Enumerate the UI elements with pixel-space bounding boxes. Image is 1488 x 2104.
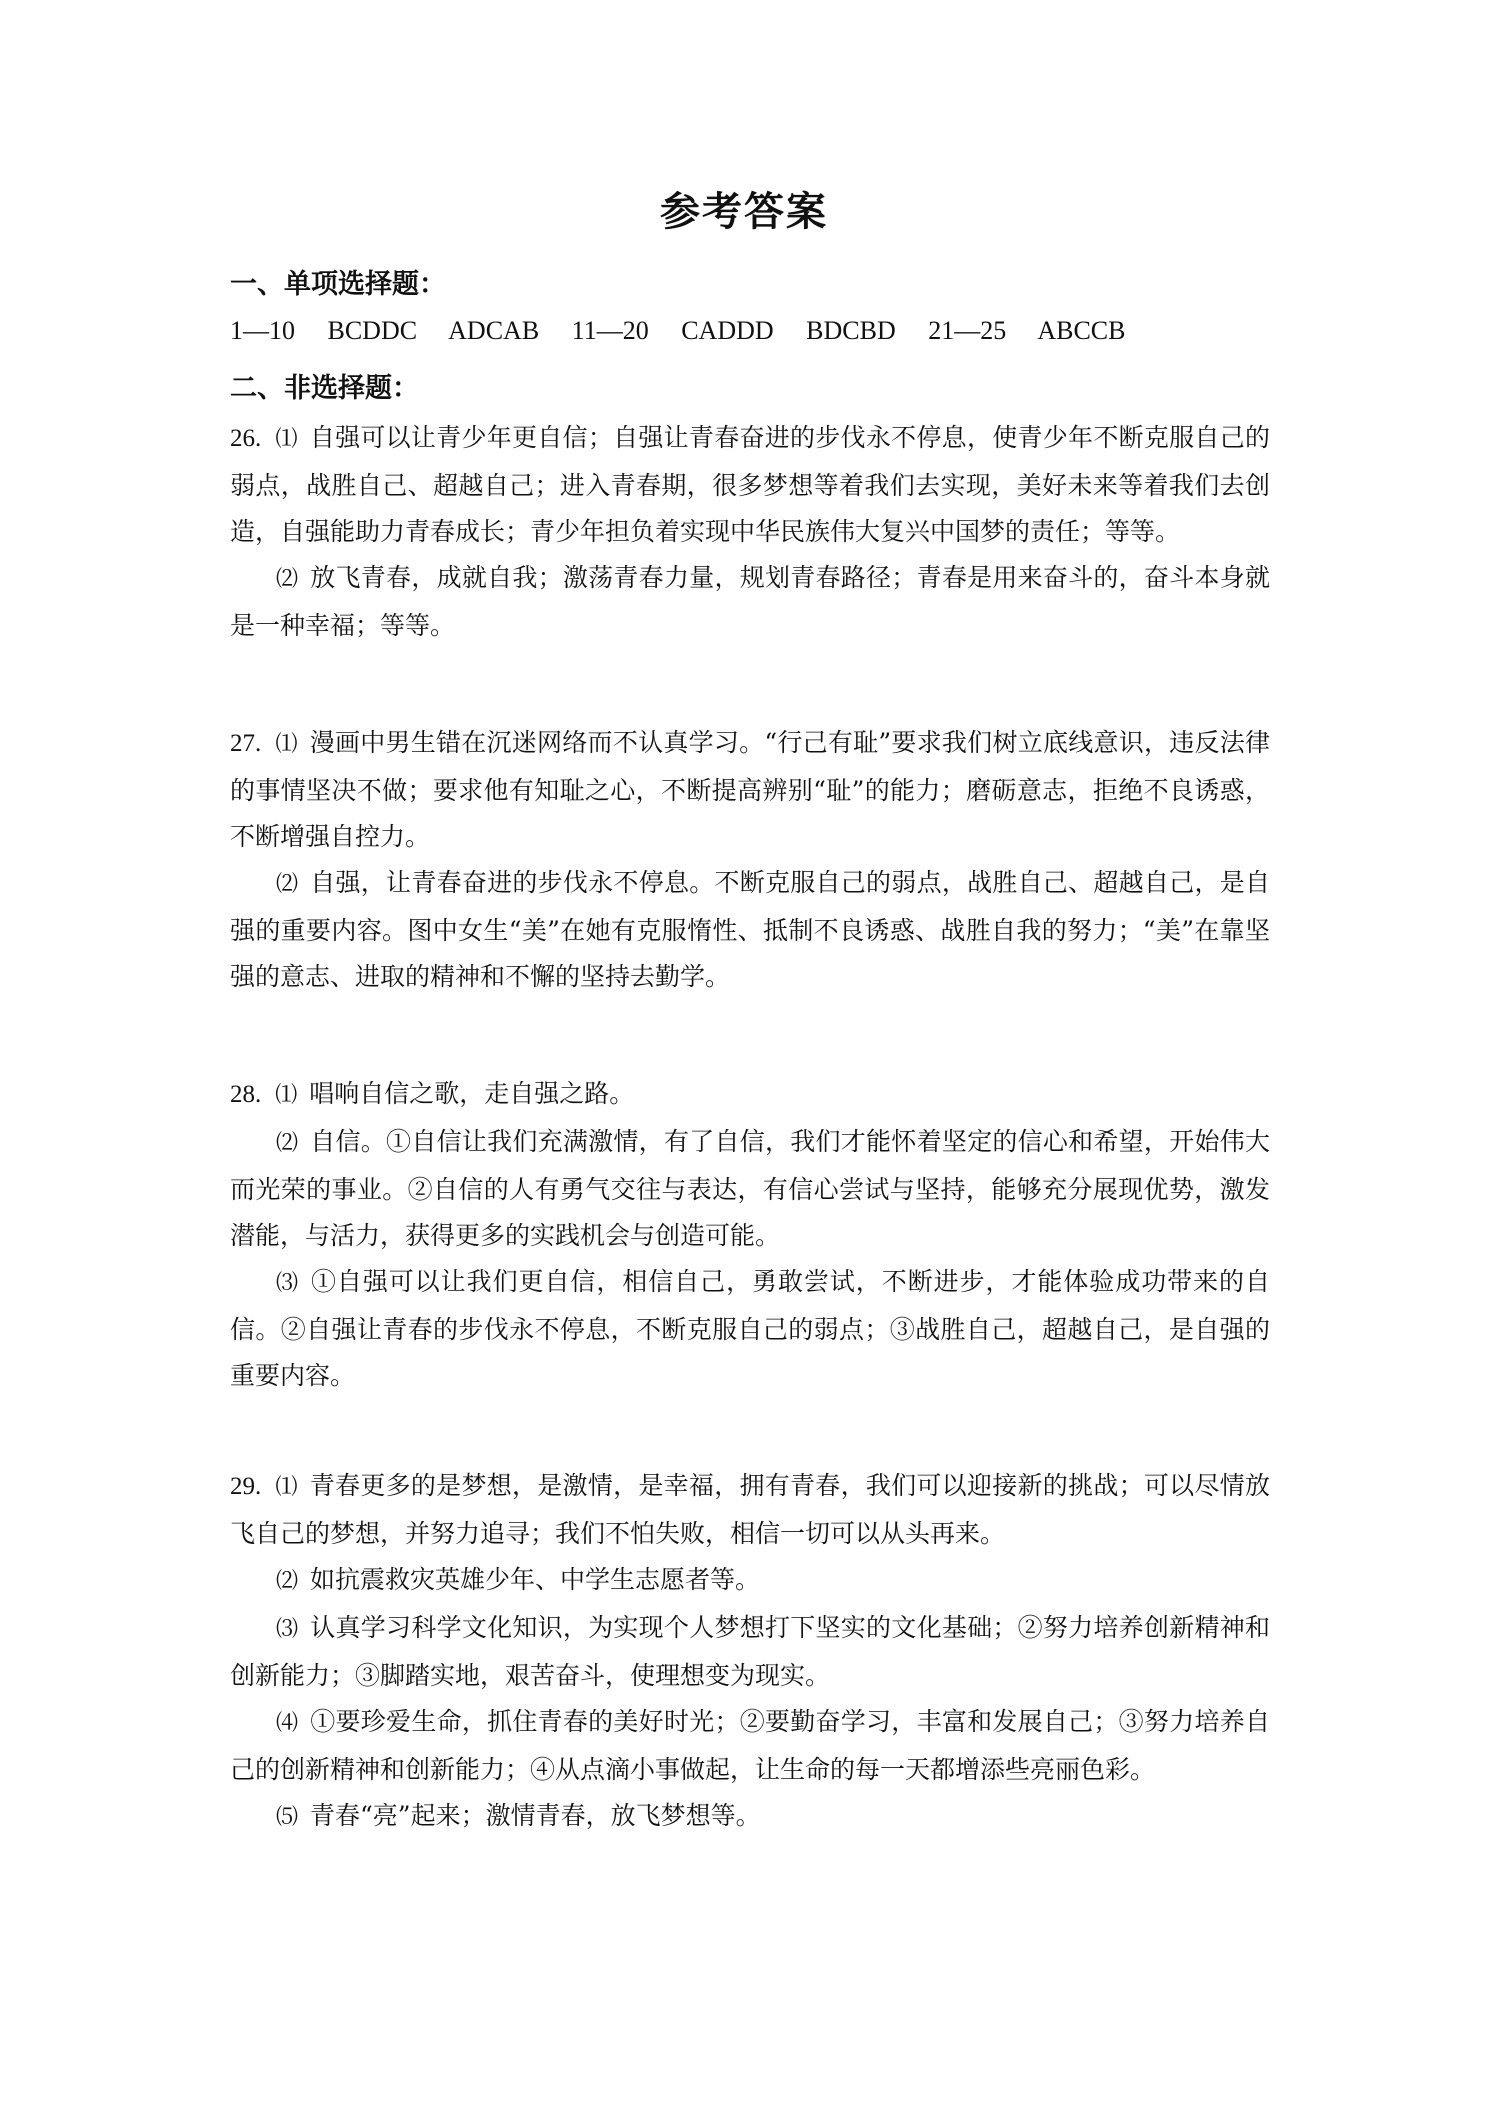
section-heading-multiple-choice: 一、单项选择题： — [230, 269, 446, 300]
question-28-part-1 — [230, 1071, 1270, 1119]
part-marker: ⑴ — [275, 427, 298, 452]
question-26 — [230, 415, 1270, 649]
answer-text: 青春更多的是梦想，是激情，是幸福，拥有青春，我们可以迎接新的挑战；可以尽情放飞自己的梦想，并努力追寻；我们不怕失败，相信一切可以从头再来。 — [230, 1471, 1270, 1548]
part-marker: ⑴ — [275, 1083, 298, 1108]
part-marker: ⑷ — [276, 1711, 299, 1736]
part-marker: ⑶ — [276, 1271, 299, 1296]
answer-text: 自信。①自信让我们充满激情，有了自信，我们才能怀着坚定的信心和希望，开始伟大而光荣的事业。②自信的人有勇气交往与表达，有信心尝试与坚持，能够充分展现优势，激发潜能，与活力，获得更多的实践机会与创造可能。 — [230, 1127, 1270, 1250]
question-29-part-3 — [230, 1605, 1270, 1699]
part-marker: ⑵ — [276, 872, 299, 897]
part-marker: ⑵ — [276, 1569, 299, 1594]
part-marker: ⑴ — [275, 1475, 298, 1500]
answer-text: 自强可以让青少年更自信；自强让青春奋进的步伐永不停息，使青少年不断克服自己的弱点，战胜自己、超越自己；进入青春期，很多梦想等着我们去实现，美好未来等着我们去创造，自强能助力青春成长；青少年担负着实现中华民族伟大复兴中国梦的责任；等等。 — [230, 423, 1270, 546]
answer-text: 自强，让青春奋进的步伐永不停息。不断克服自己的弱点，战胜自己、超越自己，是自强的重要内容。图中女生“美”在她有克服惰性、抵制不良诱惑、战胜自我的努力；“美”在靠坚强的意志、进取的精神和不懈的坚持去勤学。 — [230, 868, 1270, 991]
answer-range: 21—25 — [928, 316, 1007, 345]
answer-text: 如抗震救灾英雄少年、中学生志愿者等。 — [310, 1565, 761, 1594]
answer-text: 放飞青春，成就自我；激荡青春力量，规划青春路径；青春是用来奋斗的，奋斗本身就是一种幸福；等等。 — [230, 563, 1270, 640]
question-number: 27. — [230, 730, 262, 757]
answer-text: 青春“亮”起来；激情青春，放飞梦想等。 — [310, 1801, 761, 1830]
question-28-part-2 — [230, 1119, 1270, 1259]
question-27 — [230, 720, 1270, 1000]
question-29 — [230, 1463, 1270, 1841]
question-29-part-2 — [230, 1557, 1270, 1605]
question-26-part-2 — [230, 555, 1270, 649]
answer-range: 11—20 — [571, 316, 649, 345]
question-29-part-4 — [230, 1699, 1270, 1793]
answer-text: ①要珍爱生命，抓住青春的美好时光；②要勤奋学习，丰富和发展自己；③努力培养自己的创新精神和创新能力；④从点滴小事做起，让生命的每一天都增添些亮丽色彩。 — [230, 1707, 1270, 1784]
answer-range: 1—10 — [230, 316, 295, 345]
question-28 — [230, 1071, 1270, 1399]
page-title: 参考答案 — [660, 188, 828, 235]
part-marker: ⑴ — [275, 732, 298, 757]
section-heading-open-questions: 二、非选择题： — [230, 373, 419, 404]
answer-group: BCDDC — [327, 316, 418, 345]
part-marker: ⑶ — [276, 1617, 299, 1642]
multiple-choice-answers — [230, 316, 1151, 346]
question-29-part-5 — [230, 1793, 1270, 1841]
question-27-part-2 — [230, 860, 1270, 1000]
answer-group: BDCBD — [806, 316, 896, 345]
question-number: 26. — [230, 425, 262, 452]
answer-group: CADDD — [681, 316, 774, 345]
answer-group: ADCAB — [448, 316, 540, 345]
question-28-part-3 — [230, 1259, 1270, 1399]
question-number: 29. — [230, 1473, 262, 1500]
question-29-part-1 — [230, 1463, 1270, 1557]
question-number: 28. — [230, 1081, 262, 1108]
answer-text: ①自强可以让我们更自信，相信自己，勇敢尝试，不断进步，才能体验成功带来的自信。②自强让青春的步伐永不停息，不断克服自己的弱点；③战胜自己，超越自己，是自强的重要内容。 — [230, 1267, 1270, 1390]
part-marker: ⑸ — [276, 1805, 299, 1830]
answer-group: ABCCB — [1037, 316, 1126, 345]
question-26-part-1 — [230, 415, 1270, 555]
answer-text: 唱响自信之歌，走自强之路。 — [309, 1079, 635, 1108]
answer-text: 漫画中男生错在沉迷网络而不认真学习。“行己有耻”要求我们树立底线意识，违反法律的事情坚决不做；要求他有知耻之心，不断提高辨别“耻”的能力；磨砺意志，拒绝不良诱惑，不断增强自控力。 — [230, 728, 1270, 851]
answer-text: 认真学习科学文化知识，为实现个人梦想打下坚实的文化基础；②努力培养创新精神和创新能力；③脚踏实地，艰苦奋斗，使理想变为现实。 — [230, 1613, 1270, 1690]
part-marker: ⑵ — [276, 567, 299, 592]
question-27-part-1 — [230, 720, 1270, 860]
part-marker: ⑵ — [276, 1131, 299, 1156]
